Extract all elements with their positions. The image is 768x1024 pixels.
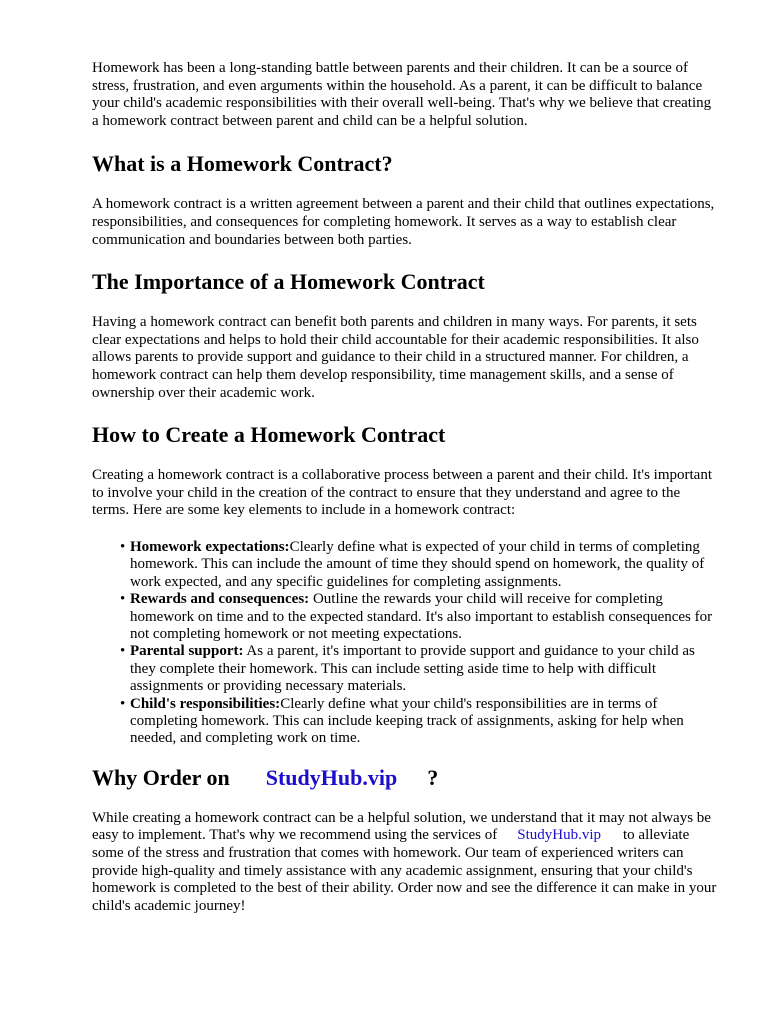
- paragraph-importance: Having a homework contract can benefit both parents and children in many ways. For parents, it sets clear expectations and helps to hold their child accountable for their academic responsibilities. It also allows parents to provide support and guidance to their child in a structured manner. For children, a homework contract can help them develop responsibility, time management skills, and a sense of ownership over their academic work.: [92, 314, 699, 401]
- studyhub-heading-link[interactable]: StudyHub.vip: [265, 764, 398, 790]
- bullet-icon: •: [120, 538, 126, 555]
- why-text-after: to alleviate some of the stress and frustration that comes with homework. Our team of experienced writers can provide high-quality and timely assistance with any academic assignment, ensuring that your child's homework is completed to the best of their ability. Order now and see the difference it can make in your child's academic journey!: [92, 827, 717, 914]
- list-item-text: Clearly define what is expected of your child in terms of completing homework. This can include the amount of time they should spend on homework, the quality of work expected, and any specific guidelines for completing assignments.: [130, 538, 705, 590]
- key-elements-list: [92, 539, 720, 748]
- heading-what-is: What is a Homework Contract?: [92, 151, 393, 177]
- intro-paragraph: Homework has been a long-standing battle between parents and their children. It can be a source of stress, frustration, and even arguments within the household. As a parent, it can be difficult to balance your child's academic responsibilities with their overall well-being. That's why we believe that creating a homework contract between parent and child can be a helpful solution.: [92, 60, 712, 129]
- heading-why-suffix: ?: [427, 764, 439, 790]
- list-item-title: Rewards and consequences:: [130, 591, 310, 608]
- heading-why-order: [92, 765, 720, 791]
- bullet-icon: •: [120, 695, 126, 712]
- bullet-icon: •: [120, 643, 126, 660]
- heading-why-prefix: Why Order on: [92, 764, 230, 790]
- list-item: [120, 643, 720, 695]
- list-item: [120, 538, 720, 591]
- paragraph-how-to-create: Creating a homework contract is a collaborative process between a parent and their child. It's important to involve your child in the creation of the contract to ensure that they understand and agree to the terms. Here are some key elements to include in a homework contract:: [92, 467, 712, 519]
- list-item-title: Homework expectations:: [130, 538, 290, 555]
- list-item-text: Outline the rewards your child will receive for completing homework on time and to the expected standard. It's also important to establish consequences for not completing homework or not meeting expectations.: [130, 591, 713, 642]
- heading-importance: The Importance of a Homework Contract: [92, 269, 485, 295]
- list-item-text: Clearly define what your child's responsibilities are in terms of completing homework. This can include keeping track of assignments, asking for help when needed, and completing work on time.: [130, 695, 684, 747]
- list-item-title: Parental support:: [130, 643, 244, 660]
- heading-how-to-create: How to Create a Homework Contract: [92, 422, 446, 448]
- bullet-icon: •: [120, 591, 126, 608]
- paragraph-what-is: A homework contract is a written agreement between a parent and their child that outlines expectations, responsibilities, and consequences for completing homework. It serves as a way to establish clear communication and boundaries between both parties.: [92, 196, 715, 248]
- list-item: [120, 591, 720, 643]
- list-item: [120, 695, 720, 748]
- list-item-title: Child's responsibilities:: [130, 695, 281, 712]
- studyhub-inline-link[interactable]: StudyHub.vip: [517, 827, 602, 844]
- list-item-text: As a parent, it's important to provide support and guidance to your child as they complete their homework. This can include setting aside time to help with difficult assignments or providing necessary materials.: [130, 643, 695, 695]
- paragraph-why-order: [92, 810, 720, 916]
- why-text-before: While creating a homework contract can be a helpful solution, we understand that it may not always be easy to implement. That's why we recommend using the services of: [92, 809, 711, 844]
